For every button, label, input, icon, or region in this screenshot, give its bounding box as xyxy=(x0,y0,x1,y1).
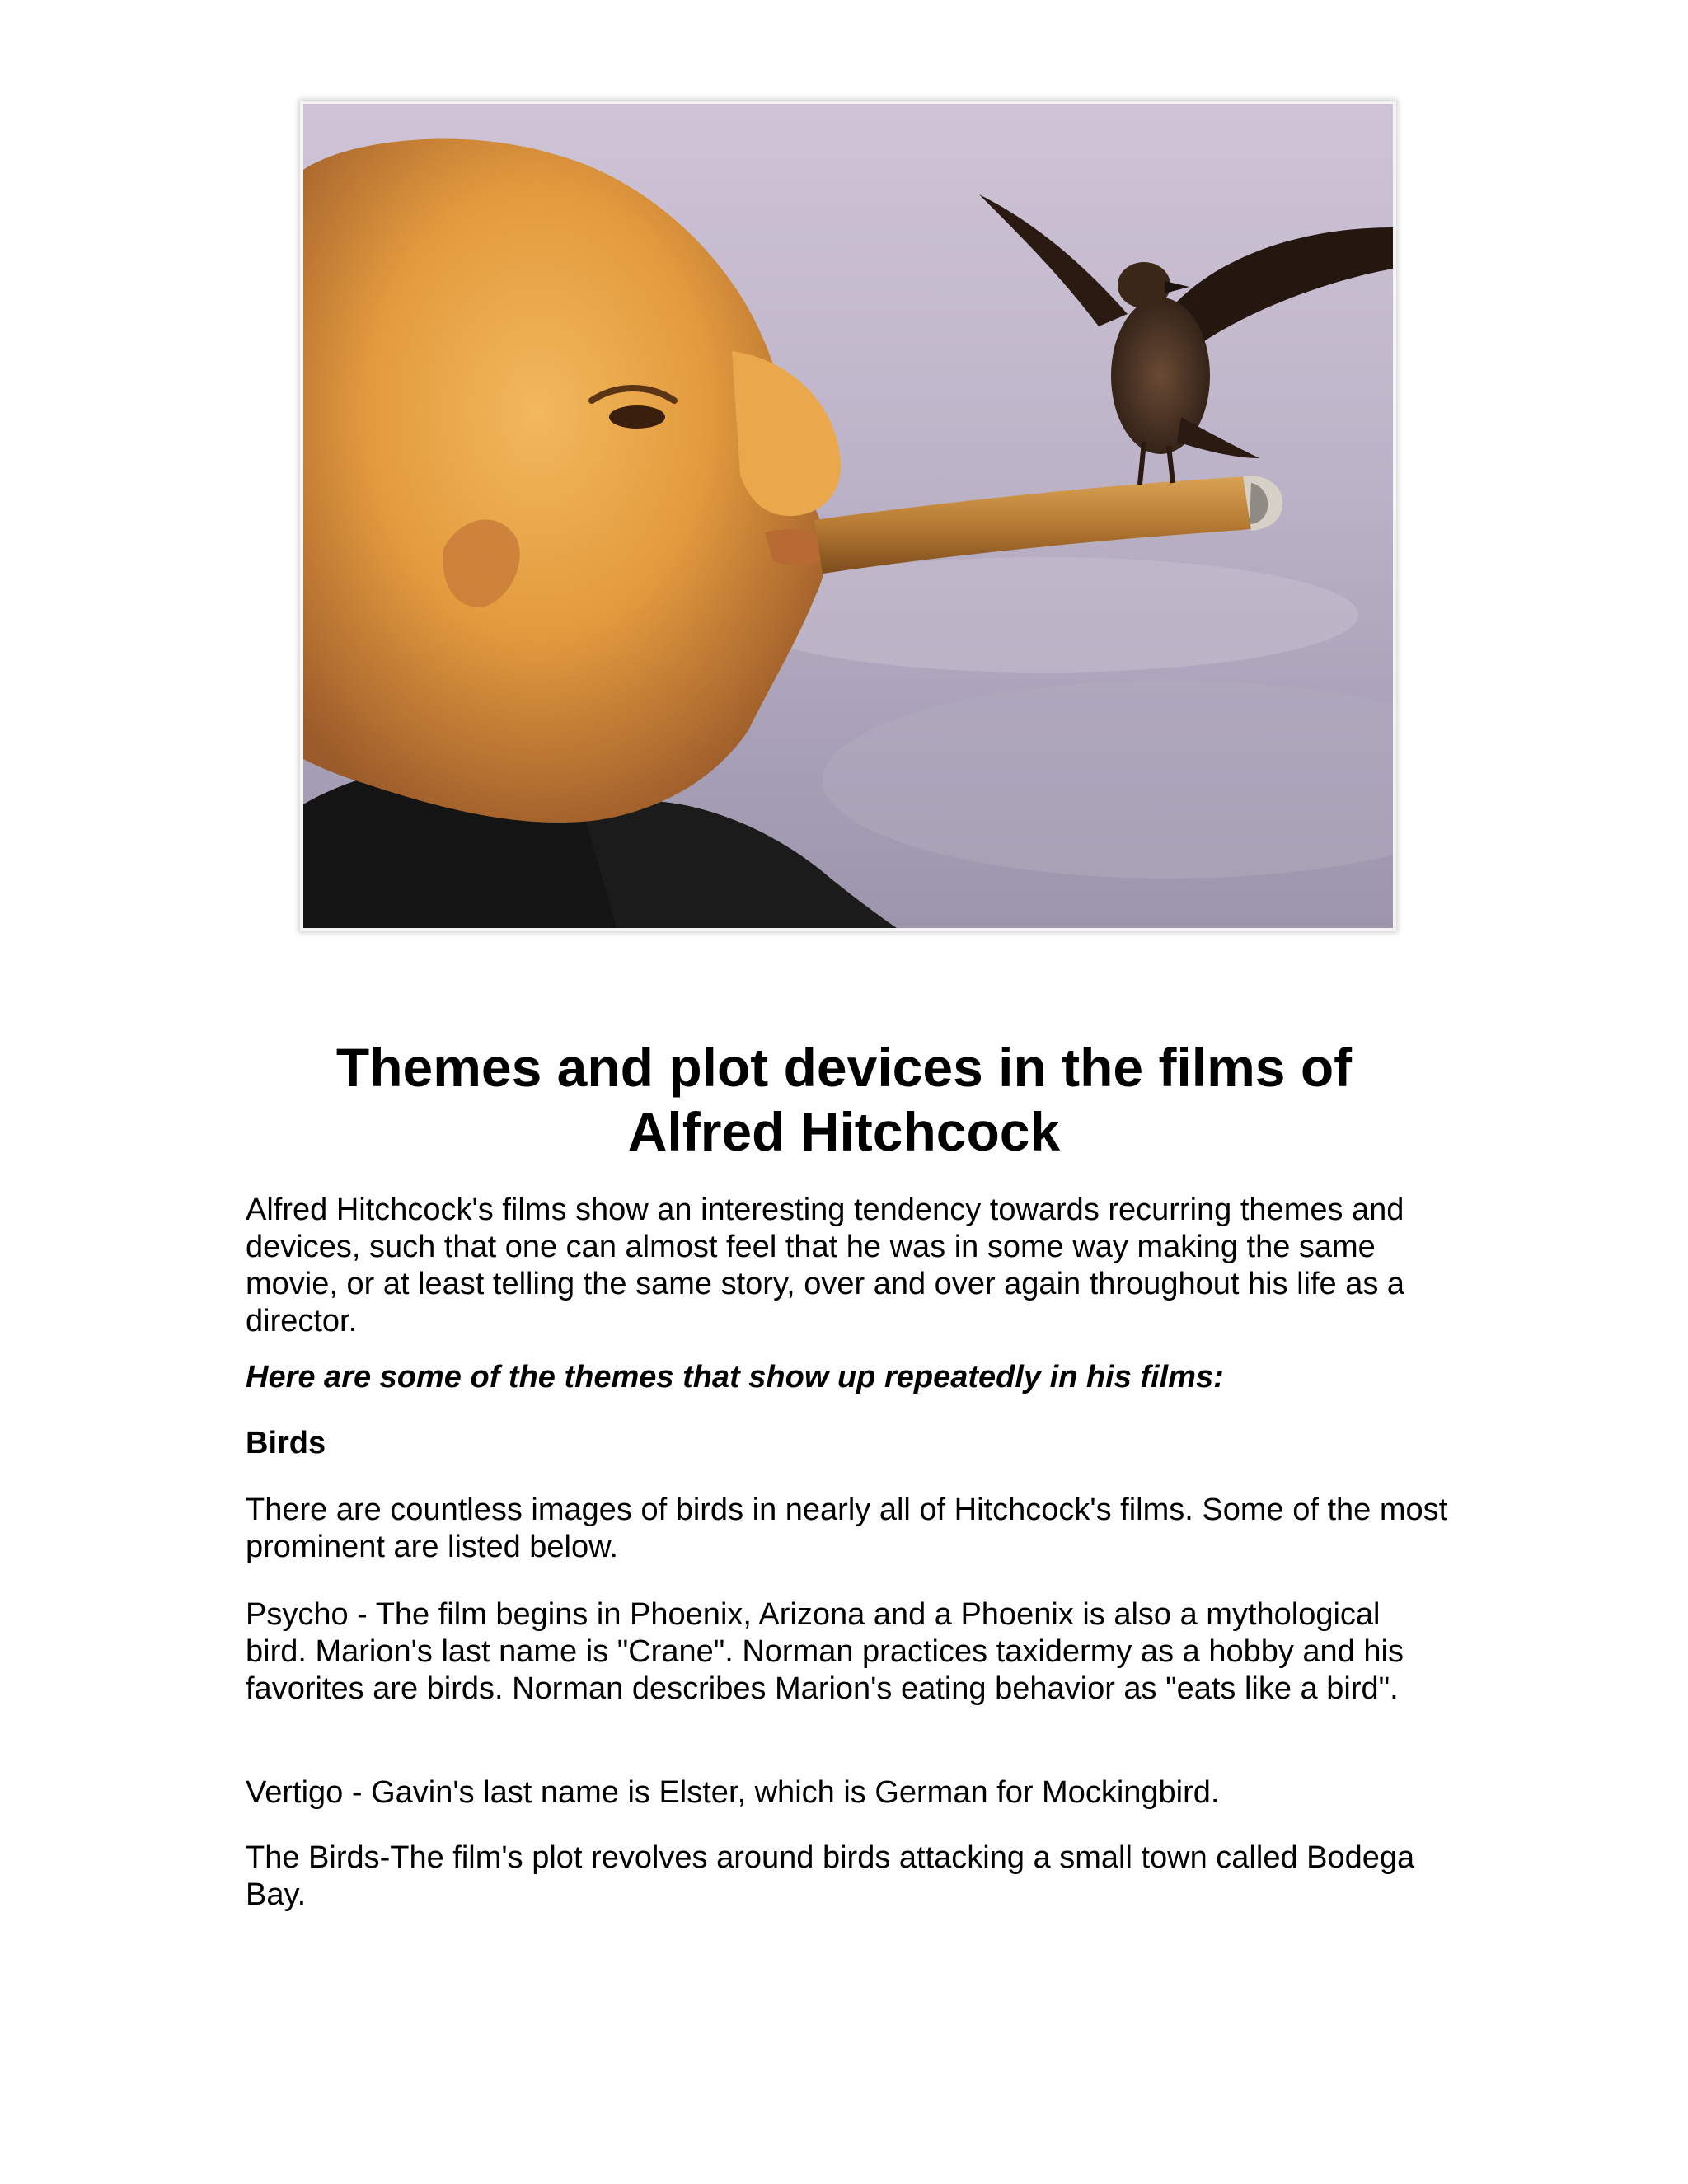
intro-paragraph: Alfred Hitchcock's films show an interesting tendency towards recurring themes and devices, such that one can almost feel that he was in some way making the same movie, or at least telling the same story, over and over again throughout his life as a director. xyxy=(246,1193,1405,1338)
portrait-photo xyxy=(300,101,1396,931)
title-line-2: Alfred Hitchcock xyxy=(627,1101,1061,1162)
title-line-1: Themes and plot devices in the films of xyxy=(335,1037,1353,1098)
portrait-illustration xyxy=(303,104,1393,928)
psycho-paragraph: Psycho - The film begins in Phoenix, Arizona and a Phoenix is also a mythological bird. Marion's last name is "Crane". Norman practices taxidermy as a hobby and his favorites are birds. Norman describes Marion's eating behavior as "eats like a bird". xyxy=(246,1597,1404,1706)
vertigo-paragraph: Vertigo - Gavin's last name is Elster, which is German for Mockingbird. xyxy=(246,1775,1220,1810)
the-birds-paragraph: The Birds-The film's plot revolves around birds attacking a small town called Bodega Bay. xyxy=(246,1840,1415,1912)
page-title xyxy=(247,1035,1441,1164)
themes-lead-in: Here are some of the themes that show up repeatedly in his films: xyxy=(246,1360,1224,1394)
birds-intro-paragraph: There are countless images of birds in nearly all of Hitchcock's films. Some of the most prominent are listed below. xyxy=(246,1493,1448,1564)
section-heading-birds: Birds xyxy=(246,1426,326,1460)
